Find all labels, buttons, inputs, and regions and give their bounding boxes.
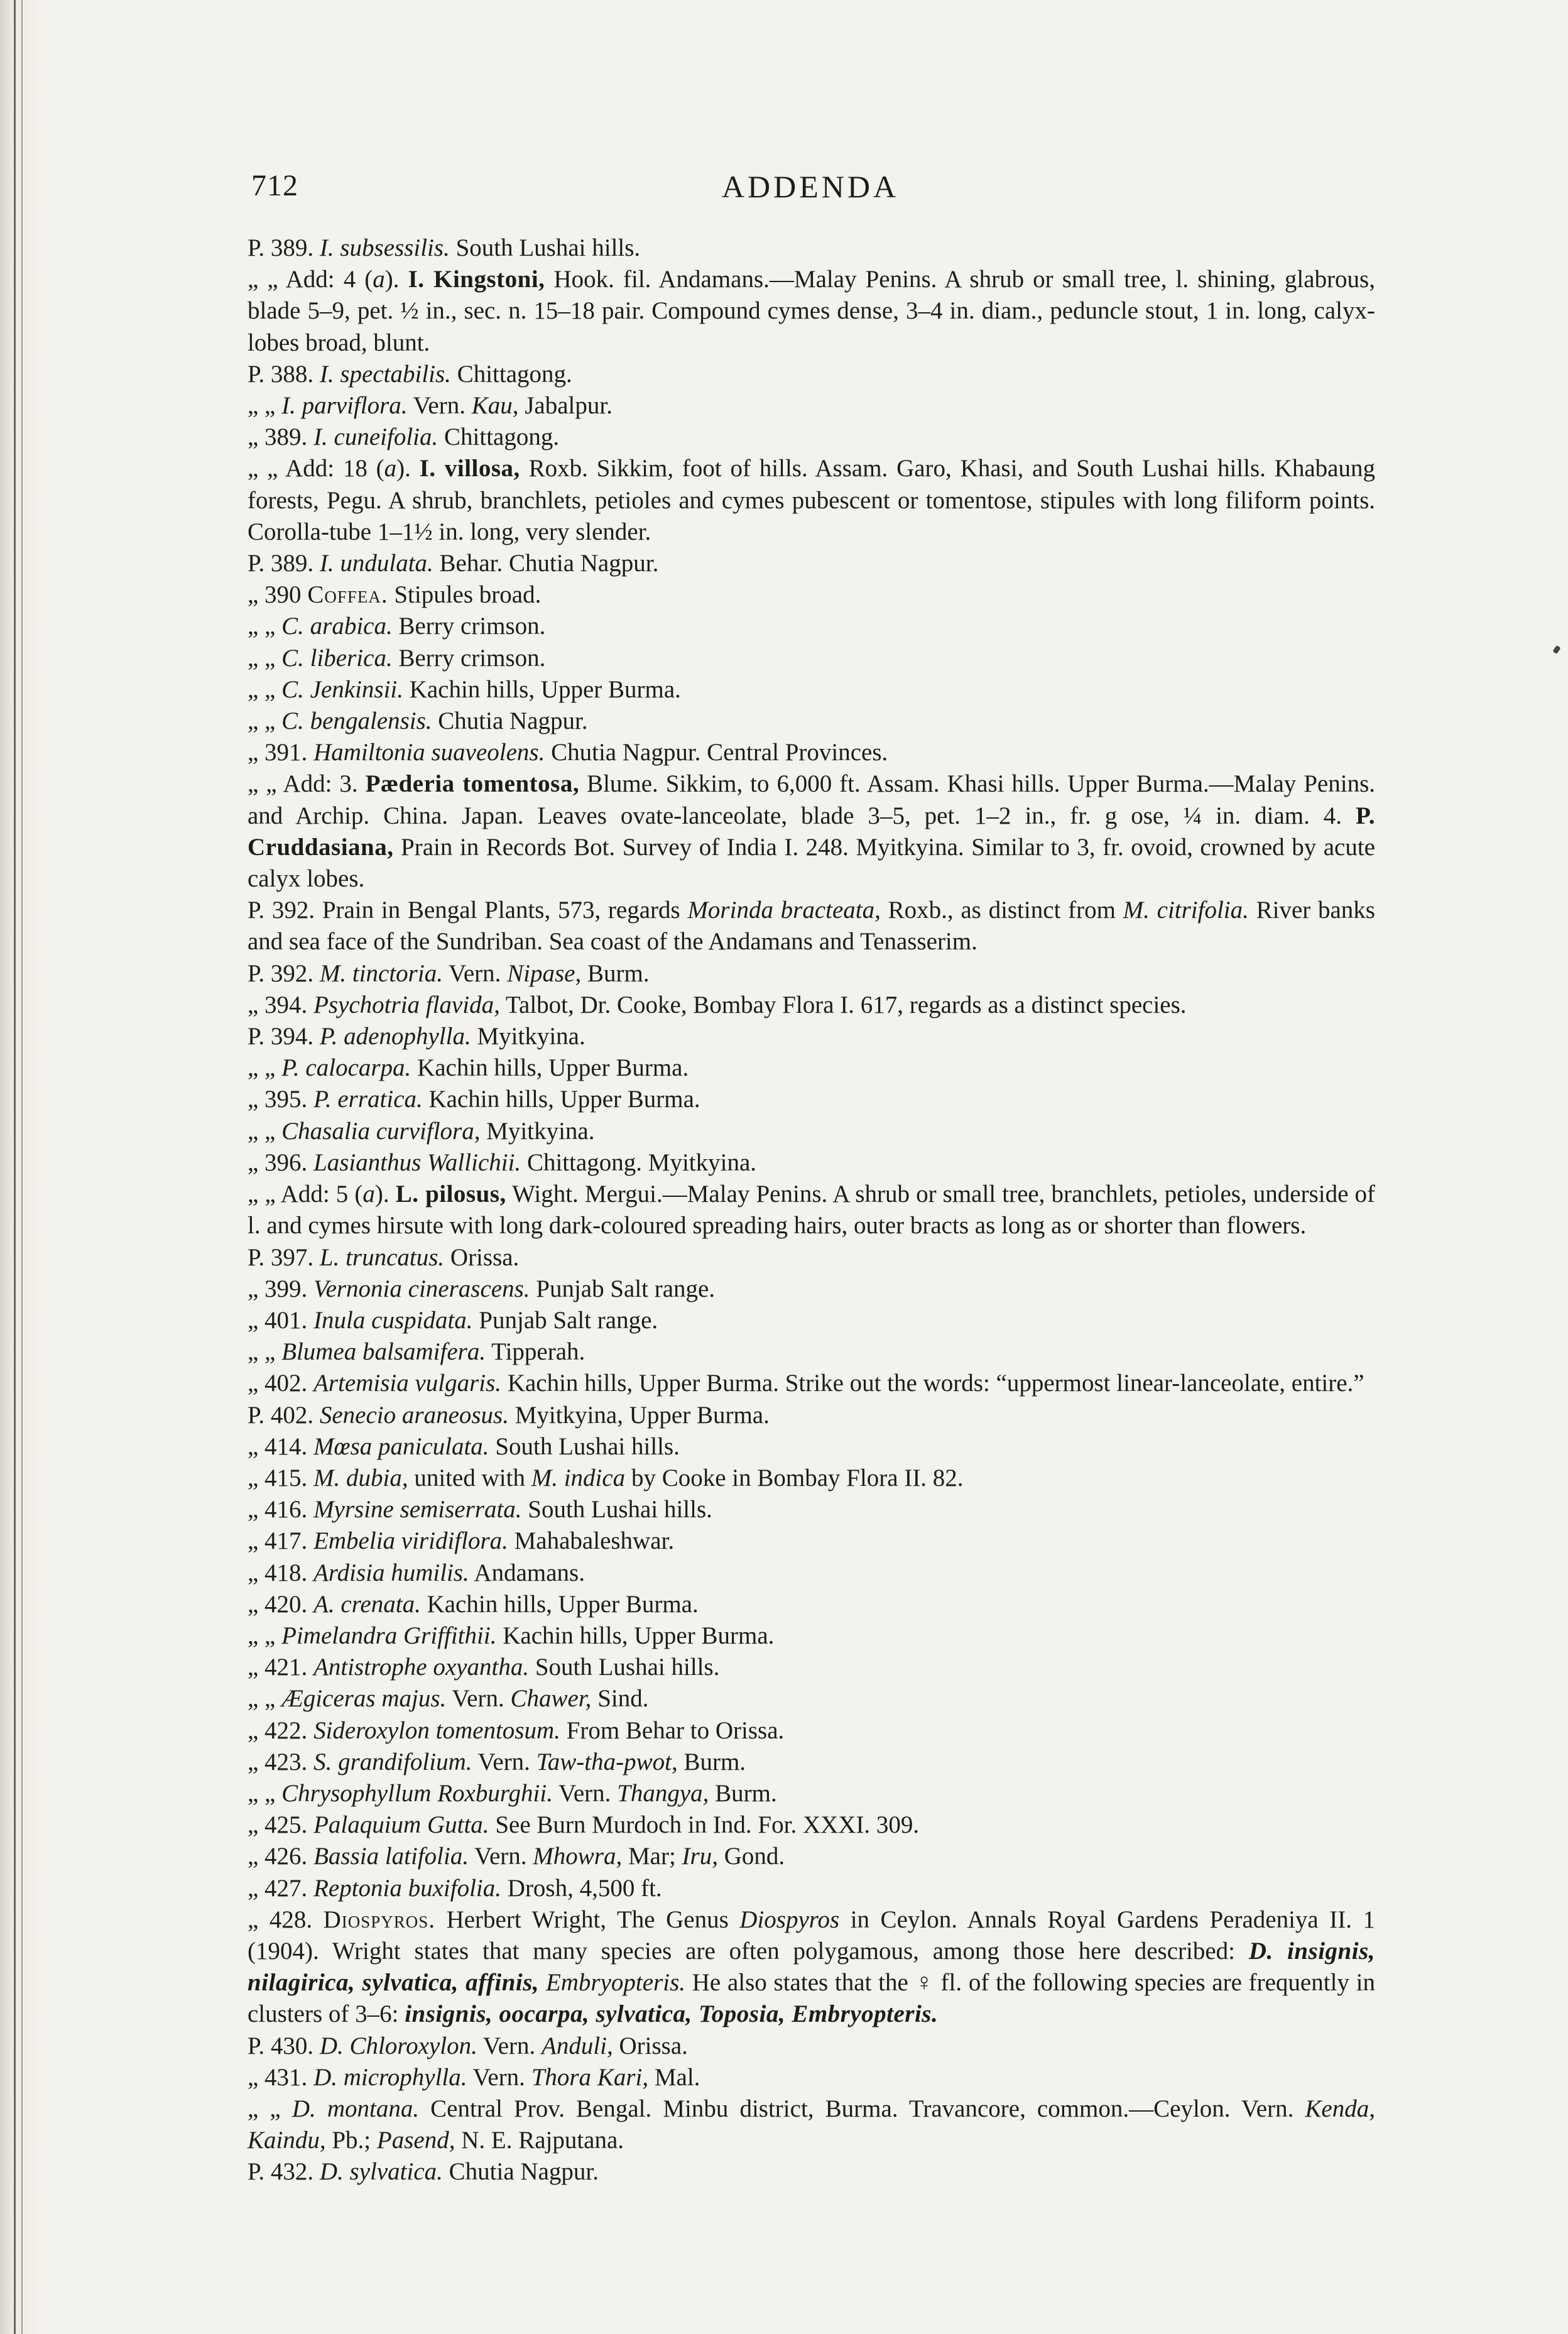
addenda-entry: „ 391. Hamiltonia suaveolens. Chutia Nagpur. Central Provinces. bbox=[248, 739, 888, 766]
addenda-entry: „ „ C. Jenkinsii. Kachin hills, Upper Burma. bbox=[248, 675, 681, 703]
addenda-entry: „ „ P. calocarpa. Kachin hills, Upper Burma. bbox=[248, 1054, 689, 1082]
addenda-entry: „ 426. Bassia latifolia. Vern. Mhowra, Mar; Iru, Gond. bbox=[248, 1843, 785, 1870]
addenda-entries bbox=[248, 232, 1375, 2188]
page-number: 712 bbox=[251, 169, 298, 202]
addenda-entry: P. 388. I. spectabilis. Chittagong. bbox=[248, 360, 572, 388]
binding-line bbox=[14, 0, 16, 2334]
addenda-entry: „ 417. Embelia viridiflora. Mahabaleshwar. bbox=[248, 1527, 675, 1555]
addenda-entry: „ 421. Antistrophe oxyantha. South Lushai hills. bbox=[248, 1654, 720, 1681]
addenda-entry: „ 395. P. erratica. Kachin hills, Upper Burma. bbox=[248, 1086, 700, 1113]
addenda-entry: „ „ Add: 18 (a). I. villosa, Roxb. Sikkim, foot of hills. Assam. Garo, Khasi, and South Lushai hills. Khabaung forests, Pegu. A shrub, branchlets, petioles and cymes pubescent or tomentose, stipules with long filiform points. Corolla-tube 1–1½ in. long, very slender. bbox=[248, 455, 1375, 545]
addenda-entry: P. 392. M. tinctoria. Vern. Nipase, Burm. bbox=[248, 959, 650, 987]
addenda-entry: „ 422. Sideroxylon tomentosum. From Behar to Orissa. bbox=[248, 1716, 785, 1744]
addenda-entry: „ 396. Lasianthus Wallichii. Chittagong. Myitkyina. bbox=[248, 1148, 757, 1176]
addenda-entry: „ 423. S. grandifolium. Vern. Taw-tha-pwot, Burm. bbox=[248, 1748, 746, 1775]
addenda-entry: P. 392. Prain in Bengal Plants, 573, regards Morinda bracteata, Roxb., as distinct from M. citrifolia. River banks and sea face of the Sundriban. Sea coast of the Andamans and Tenasserim. bbox=[248, 897, 1375, 956]
addenda-entry: „ 399. Vernonia cinerascens. Punjab Salt range. bbox=[248, 1275, 716, 1302]
addenda-entry: „ 394. Psychotria flavida, Talbot, Dr. Cooke, Bombay Flora I. 617, regards as a distinct species. bbox=[248, 991, 1187, 1018]
addenda-entry: „ 390 Coffea. Stipules broad. bbox=[248, 581, 542, 609]
addenda-entry: P. 389. I. undulata. Behar. Chutia Nagpur. bbox=[248, 550, 659, 577]
addenda-entry: „ 418. Ardisia humilis. Andamans. bbox=[248, 1559, 585, 1586]
addenda-entry: „ „ Chasalia curviflora, Myitkyina. bbox=[248, 1117, 595, 1145]
addenda-entry: „ 428. Diospyros. Herbert Wright, The Genus Diospyros in Ceylon. Annals Royal Gardens Peradeniya II. 1 (1904). Wright states that many species are often polygamous, among those here described: D. insignis, nilagirica, sylvatica, affinis, Embryopteris. He also states that the ♀ fl. of the following species are frequently in clusters of 3–6: insignis, oocarpa, sylvatica, Toposia, Embryopteris. bbox=[248, 1906, 1376, 2028]
binding-line-faint bbox=[21, 0, 23, 2334]
addenda-entry: „ 389. I. cuneifolia. Chittagong. bbox=[248, 423, 560, 451]
addenda-entry: P. 432. D. sylvatica. Chutia Nagpur. bbox=[248, 2158, 599, 2186]
addenda-entry: „ 431. D. microphylla. Vern. Thora Kari, Mal. bbox=[248, 2063, 700, 2091]
addenda-entry: „ „ Chrysophyllum Roxburghii. Vern. Thangya, Burm. bbox=[248, 1779, 777, 1807]
addenda-entry: P. 430. D. Chloroxylon. Vern. Anduli, Orissa. bbox=[248, 2032, 688, 2059]
addenda-entry: „ 415. M. dubia, united with M. indica by Cooke in Bombay Flora II. 82. bbox=[248, 1464, 964, 1491]
addenda-entry: P. 394. P. adenophylla. Myitkyina. bbox=[248, 1023, 585, 1050]
addenda-entry: „ „ Ægiceras majus. Vern. Chawer, Sind. bbox=[248, 1685, 649, 1713]
addenda-entry: „ 402. Artemisia vulgaris. Kachin hills, Upper Burma. Strike out the words: “uppermost linear-lanceolate, entire.” bbox=[248, 1370, 1364, 1397]
addenda-entry: „ „ C. arabica. Berry crimson. bbox=[248, 613, 546, 640]
ink-speck bbox=[1552, 645, 1560, 654]
addenda-entry: „ „ C. bengalensis. Chutia Nagpur. bbox=[248, 707, 588, 735]
addenda-entry: „ „ D. montana. Central Prov. Bengal. Minbu district, Burma. Travancore, common.—Ceylon. Vern. Kenda, Kaindu, Pb.; Pasend, N. E. Rajputana. bbox=[248, 2095, 1375, 2154]
addenda-entry: „ 420. A. crenata. Kachin hills, Upper Burma. bbox=[248, 1590, 699, 1618]
addenda-entry: „ „ Add: 3. Pæderia tomentosa, Blume. Sikkim, to 6,000 ft. Assam. Khasi hills. Upper Burma.—Malay Penins. and Archip. China. Japan. Leaves ovate-lanceolate, blade 3–5, pet. 1–2 in., fr. g ose, ¼ in. diam. 4. P. Cruddasiana, Prain in Records Bot. Survey of India I. 248. Myitkyina. Similar to 3, fr. ovoid, crowned by acute calyx lobes. bbox=[248, 770, 1376, 893]
addenda-entry: P. 402. Senecio araneosus. Myitkyina, Upper Burma. bbox=[248, 1401, 770, 1429]
addenda-entry: „ „ Add: 5 (a). L. pilosus, Wight. Mergui.—Malay Penins. A shrub or small tree, branchlets, petioles, underside of l. and cymes hirsute with long dark-coloured spreading hairs, outer bracts as long as or shorter than flowers. bbox=[248, 1181, 1376, 1240]
addenda-entry: P. 389. I. subsessilis. South Lushai hills. bbox=[248, 234, 641, 261]
addenda-entry: „ 414. Mœsa paniculata. South Lushai hills. bbox=[248, 1432, 680, 1460]
addenda-entry: „ 401. Inula cuspidata. Punjab Salt range. bbox=[248, 1306, 658, 1334]
addenda-entry: „ 427. Reptonia buxifolia. Drosh, 4,500 ft. bbox=[248, 1874, 662, 1902]
addenda-entry: „ „ Pimelandra Griffithii. Kachin hills, Upper Burma. bbox=[248, 1622, 775, 1649]
running-head: ADDENDA bbox=[721, 169, 900, 204]
page-binding-edge bbox=[0, 0, 39, 2334]
addenda-entry: P. 397. L. truncatus. Orissa. bbox=[248, 1243, 520, 1271]
page-header bbox=[251, 168, 1369, 225]
addenda-entry: „ „ Add: 4 (a). I. Kingstoni, Hook. fil. Andamans.—Malay Penins. A shrub or small tree, l. shining, glabrous, blade 5–9, pet. ½ in., sec. n. 15–18 pair. Compound cymes dense, 3–4 in. diam., peduncle stout, 1 in. long, calyx-lobes broad, blunt. bbox=[248, 266, 1375, 356]
addenda-entry: „ 425. Palaquium Gutta. See Burn Murdoch in Ind. For. XXXI. 309. bbox=[248, 1811, 920, 1839]
addenda-entry: „ 416. Myrsine semiserrata. South Lushai hills. bbox=[248, 1496, 712, 1524]
addenda-entry: „ „ I. parviflora. Vern. Kau, Jabalpur. bbox=[248, 392, 612, 420]
addenda-entry: „ „ C. liberica. Berry crimson. bbox=[248, 644, 546, 672]
addenda-entry: „ „ Blumea balsamifera. Tipperah. bbox=[248, 1338, 585, 1366]
